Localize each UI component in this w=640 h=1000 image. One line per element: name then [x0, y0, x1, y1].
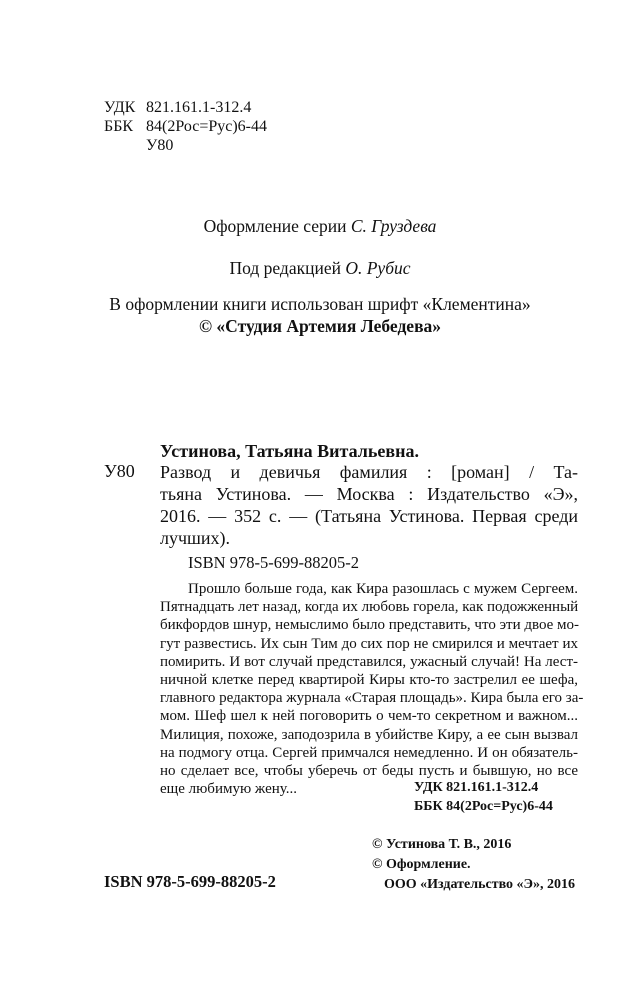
annotation-line: бикфордов шнур, немыслимо было представить, что эти двое мо-: [160, 617, 580, 634]
bbk-row: [104, 117, 267, 136]
footer-codes: [414, 778, 553, 816]
annotation-line: Милиция, похоже, заподозрила в убийстве Киру, а ее сын вызвал: [160, 726, 578, 743]
copyright-block: [372, 835, 576, 895]
bbk-label: ББК: [104, 118, 134, 135]
font-note: В оформлении книги использован шрифт «Клементина»: [109, 294, 531, 314]
description-line: лучших).: [160, 528, 231, 548]
editor-prefix: Под редакцией: [229, 258, 341, 278]
copyright-design: © Оформление.: [372, 857, 471, 872]
author-mark: У80: [146, 137, 174, 154]
catalog-isbn: ISBN 978-5-699-88205-2: [188, 553, 359, 572]
annotation: [160, 580, 584, 798]
copyright-publisher: ООО «Издательство «Э», 2016: [384, 877, 576, 892]
font-copyright: © «Студия Артемия Лебедева»: [198, 316, 442, 336]
series-design-prefix: Оформление серии: [203, 216, 347, 236]
catalog-description: [160, 461, 578, 549]
editor-name: О. Рубис: [345, 258, 411, 278]
description-line: Развод и девичья фамилия : [роман] / Та-: [160, 462, 578, 482]
udk-value: 821.161.1-312.4: [146, 99, 252, 116]
classification-codes: [104, 98, 267, 155]
bbk-value: 84(2Рос=Рус)6-44: [146, 118, 268, 135]
footer-isbn: ISBN 978-5-699-88205-2: [104, 872, 276, 891]
annotation-line: помирить. И вот случай представился, ужасный случай! На лест-: [160, 653, 578, 670]
annotation-line: ничной клетке перед квартирой Киры кто-то застрелил ее шефа,: [160, 671, 578, 688]
description-line: тьяна Устинова. — Москва : Издательство «Э»,: [160, 484, 578, 504]
annotation-line: еще любимую жену...: [160, 781, 298, 798]
annotation-line: Прошло больше года, как Кира разошлась с мужем Сергеем.: [188, 581, 578, 597]
editor-credit: [0, 258, 640, 279]
description-line: 2016. — 352 с. — (Татьяна Устинова. Первая среди: [160, 506, 578, 526]
udk-row: [104, 98, 267, 117]
annotation-line: на подмогу отца. Сергей примчался немедленно. И он обязатель-: [160, 744, 578, 761]
footer-bbk: ББК 84(2Рос=Рус)6-44: [414, 799, 553, 814]
catalog-mark: У80: [104, 461, 135, 481]
series-design-name: С. Груздева: [350, 216, 437, 236]
catalog-author: Устинова, Татьяна Витальевна.: [160, 441, 419, 461]
annotation-line: Пятнадцать лет назад, когда их любовь горела, как подожженный: [160, 599, 579, 616]
annotation-line: главного редактора журнала «Старая площадь». Кира была его за-: [160, 690, 584, 707]
footer-udk: УДК 821.161.1-312.4: [414, 780, 539, 795]
annotation-line: но сделает все, чтобы уберечь от беды пусть и бывшую, но все: [160, 762, 578, 779]
copyright-author: © Устинова Т. В., 2016: [372, 837, 512, 852]
udk-label: УДК: [104, 99, 136, 116]
series-design-credit: [0, 216, 640, 237]
annotation-line: гут развестись. Их сын Тим до сих пор не смирился и мечтает их: [160, 635, 578, 652]
annotation-line: мом. Шеф шел к ней поговорить о чем-то секретном и важном...: [160, 708, 578, 725]
